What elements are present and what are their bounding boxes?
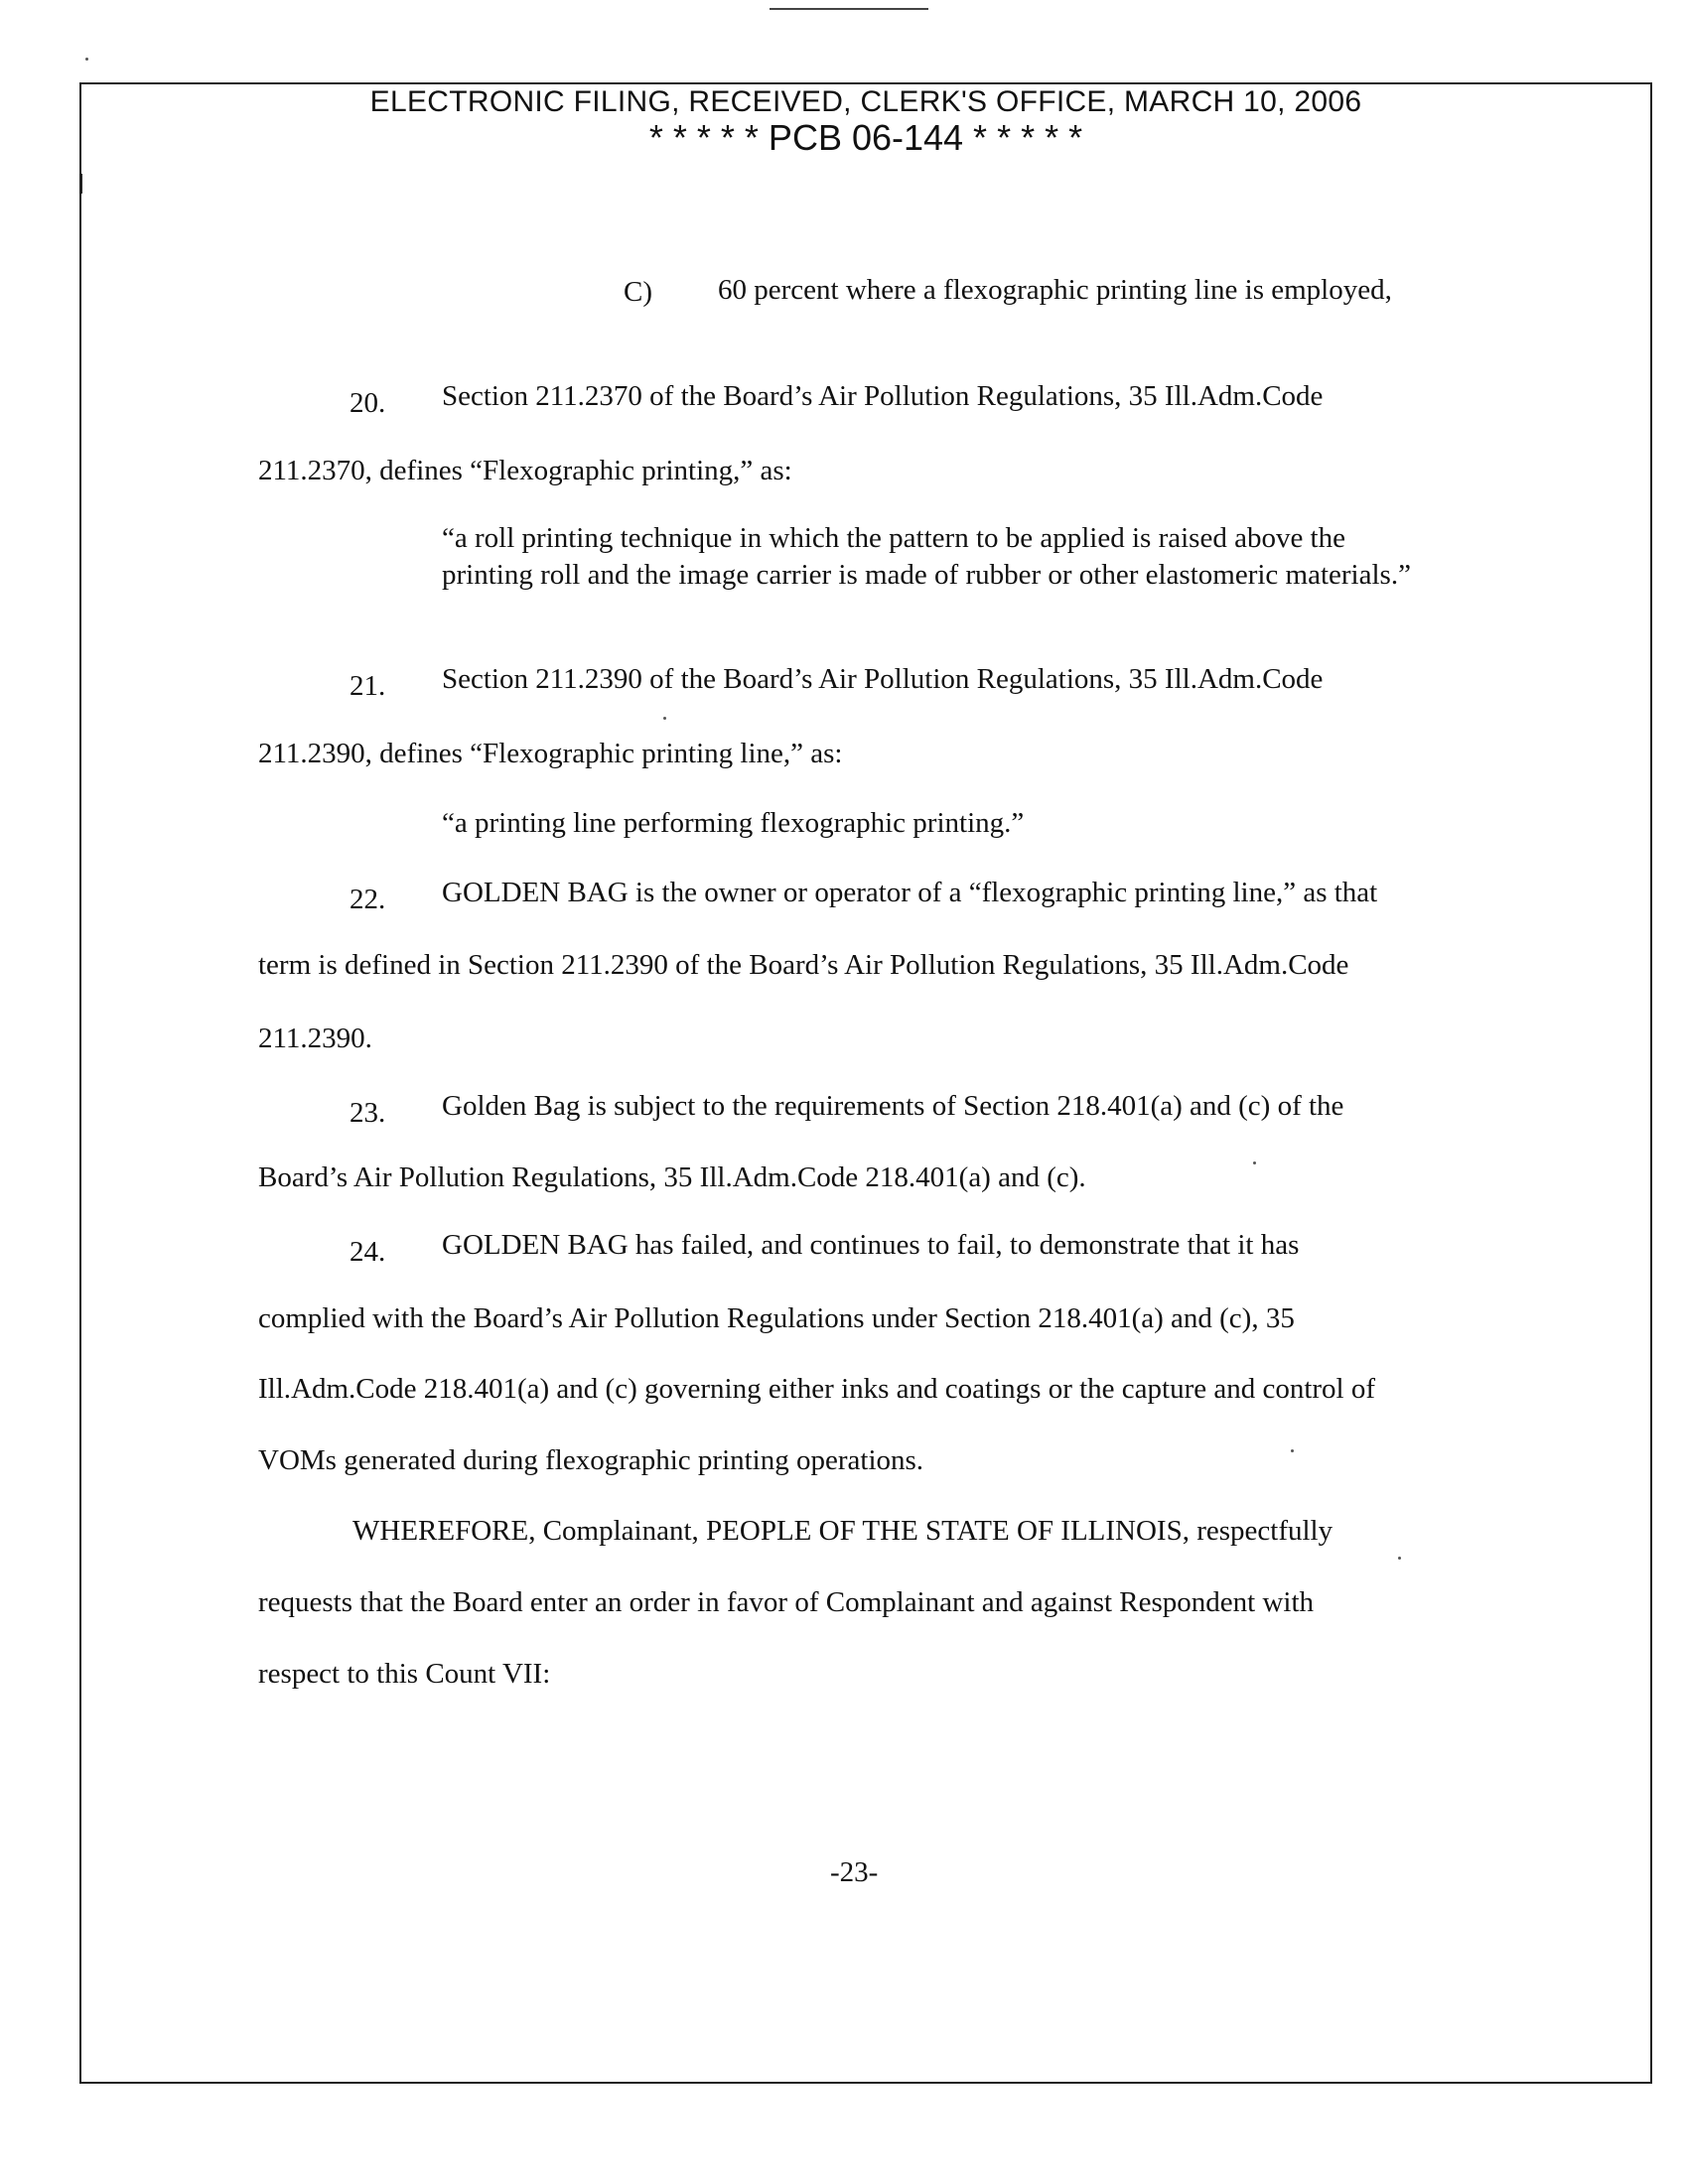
paragraph-20-line-1: Section 211.2370 of the Board’s Air Pollution Regulations, 35 Ill.Adm.Code	[442, 380, 1324, 412]
paragraph-22-line-2: term is defined in Section 211.2390 of the Board’s Air Pollution Regulations, 35 Ill.Adm.Code	[258, 949, 1349, 981]
paragraph-23-line-1: Golden Bag is subject to the requirements of Section 218.401(a) and (c) of the	[442, 1090, 1344, 1122]
scan-speck	[1253, 1161, 1256, 1164]
paragraph-20-line-2: 211.2370, defines “Flexographic printing,” as:	[258, 455, 792, 486]
paragraph-21-line-1: Section 211.2390 of the Board’s Air Pollution Regulations, 35 Ill.Adm.Code	[442, 663, 1324, 695]
paragraph-23-number: 23.	[350, 1097, 386, 1129]
filing-stamp-header: ELECTRONIC FILING, RECEIVED, CLERK'S OFFICE, MARCH 10, 2006	[369, 85, 1362, 118]
paragraph-24-line-3: Ill.Adm.Code 218.401(a) and (c) governing either inks and coatings or the capture and control of	[258, 1373, 1376, 1405]
wherefore-line-3: respect to this Count VII:	[258, 1658, 551, 1690]
paragraph-22-line-3: 211.2390.	[258, 1023, 372, 1054]
paragraph-24-line-1: GOLDEN BAG has failed, and continues to fail, to demonstrate that it has	[442, 1229, 1300, 1261]
paragraph-21-number: 21.	[350, 670, 386, 702]
scan-speck	[1291, 1449, 1294, 1452]
paragraph-21-quote: “a printing line performing flexographic printing.”	[442, 807, 1025, 839]
paragraph-20-number: 20.	[350, 387, 386, 419]
item-c-text: 60 percent where a flexographic printing line is employed,	[718, 274, 1392, 306]
paragraph-20-quote: “a roll printing technique in which the pattern to be applied is raised above the printing roll and the image carrier is made of rubber or other elastomeric materials.”	[442, 522, 1411, 592]
paragraph-24-line-2: complied with the Board’s Air Pollution Regulations under Section 218.401(a) and (c), 35	[258, 1302, 1295, 1334]
scan-speck	[663, 717, 666, 720]
paragraph-24-number: 24.	[350, 1236, 386, 1268]
page-number: -23-	[830, 1856, 879, 1888]
top-rule	[770, 8, 928, 10]
paragraph-24-line-4: VOMs generated during flexographic printing operations.	[258, 1444, 924, 1476]
scan-speck	[1398, 1557, 1401, 1560]
paragraph-21-line-2: 211.2390, defines “Flexographic printing line,” as:	[258, 738, 843, 769]
item-c-label: C)	[624, 276, 652, 308]
paragraph-22-line-1: GOLDEN BAG is the owner or operator of a “flexographic printing line,” as that	[442, 877, 1378, 908]
wherefore-line-2: requests that the Board enter an order in favor of Complainant and against Respondent with	[258, 1586, 1315, 1618]
margin-mark	[79, 174, 82, 194]
case-number-header: * * * * * PCB 06-144 * * * * *	[648, 117, 1083, 158]
paragraph-22-number: 22.	[350, 884, 386, 915]
paragraph-23-line-2: Board’s Air Pollution Regulations, 35 Ill.Adm.Code 218.401(a) and (c).	[258, 1161, 1086, 1193]
scan-speck	[85, 58, 88, 61]
wherefore-line-1: WHEREFORE, Complainant, PEOPLE OF THE STATE OF ILLINOIS, respectfully	[352, 1515, 1333, 1547]
